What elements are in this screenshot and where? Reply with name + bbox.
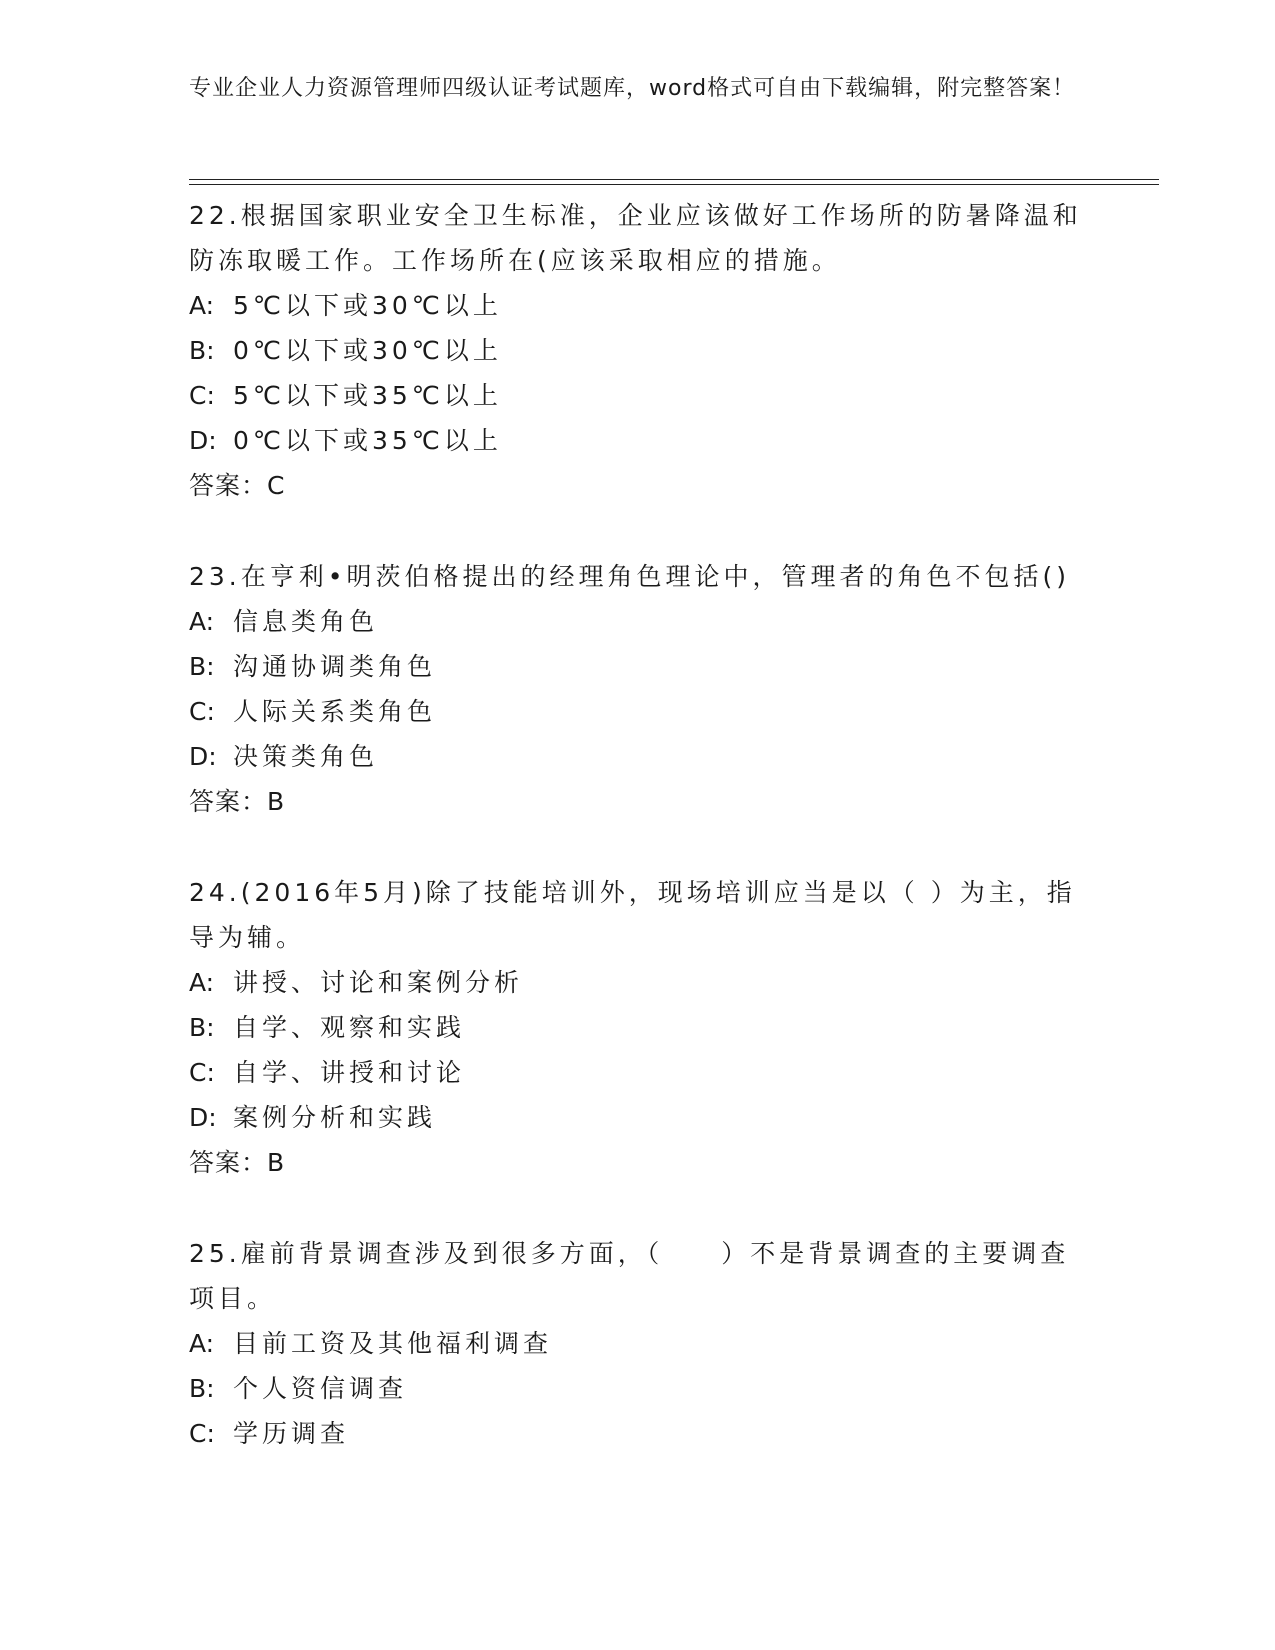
- question-stem: 22.根据国家职业安全卫生标准，企业应该做好工作场所的防暑降温和防冻取暖工作。工作场所在(应该采取相应的措施。: [189, 201, 1082, 275]
- option-text: 案例分析和实践: [233, 1103, 437, 1132]
- answer-line: 答案：B: [189, 787, 286, 816]
- option-a: [189, 599, 1089, 644]
- option-b: [189, 1366, 1089, 1411]
- option-text: 沟通协调类角色: [233, 652, 437, 681]
- option-d: [189, 1095, 1089, 1140]
- option-d: [189, 734, 1089, 779]
- option-key: C:: [189, 381, 215, 410]
- option-text: 自学、观察和实践: [233, 1013, 466, 1042]
- question-23: [189, 554, 1089, 824]
- option-c: [189, 689, 1089, 734]
- option-text: 5℃以下或35℃以上: [233, 381, 502, 410]
- option-text: 5℃以下或30℃以上: [233, 291, 502, 320]
- option-b: [189, 644, 1089, 689]
- option-text: 自学、讲授和讨论: [233, 1058, 466, 1087]
- option-key: A:: [189, 291, 215, 320]
- option-key: A:: [189, 1329, 215, 1358]
- option-b: [189, 328, 1089, 373]
- option-text: 目前工资及其他福利调查: [233, 1329, 553, 1358]
- option-a: [189, 960, 1089, 1005]
- option-text: 个人资信调查: [233, 1374, 408, 1403]
- option-key: D:: [189, 1103, 217, 1132]
- option-c: [189, 1411, 1089, 1456]
- question-22: [189, 193, 1089, 508]
- option-text: 0℃以下或30℃以上: [233, 336, 502, 365]
- option-key: C:: [189, 1419, 215, 1448]
- option-key: B:: [189, 1013, 215, 1042]
- option-d: [189, 418, 1089, 463]
- option-key: A:: [189, 607, 215, 636]
- option-text: 学历调查: [233, 1419, 350, 1448]
- option-c: [189, 373, 1089, 418]
- question-stem: 24.(2016年5月)除了技能培训外，现场培训应当是以（ ）为主，指导为辅。: [189, 878, 1076, 952]
- option-text: 0℃以下或35℃以上: [233, 426, 502, 455]
- option-key: B:: [189, 336, 215, 365]
- option-key: A:: [189, 968, 215, 997]
- option-a: [189, 1321, 1089, 1366]
- question-list: [189, 193, 1089, 1502]
- option-c: [189, 1050, 1089, 1095]
- option-a: [189, 283, 1089, 328]
- option-key: D:: [189, 742, 217, 771]
- option-key: D:: [189, 426, 217, 455]
- header-divider-top: [189, 179, 1159, 180]
- question-24: [189, 870, 1089, 1185]
- option-text: 决策类角色: [233, 742, 379, 771]
- option-key: B:: [189, 652, 215, 681]
- option-text: 人际关系类角色: [233, 697, 437, 726]
- option-key: C:: [189, 697, 215, 726]
- option-text: 信息类角色: [233, 607, 379, 636]
- option-key: B:: [189, 1374, 215, 1403]
- option-text: 讲授、讨论和案例分析: [233, 968, 524, 997]
- question-25: [189, 1231, 1089, 1456]
- header-divider-bottom: [189, 184, 1159, 185]
- option-key: C:: [189, 1058, 215, 1087]
- question-stem: 25.雇前背景调查涉及到很多方面，（ ）不是背景调查的主要调查项目。: [189, 1239, 1070, 1313]
- answer-line: 答案：C: [189, 471, 286, 500]
- question-stem: 23.在亨利•明茨伯格提出的经理角色理论中，管理者的角色不包括(): [189, 562, 1071, 591]
- option-b: [189, 1005, 1089, 1050]
- header-note: 专业企业人力资源管理师四级认证考试题库，word格式可自由下载编辑，附完整答案！: [189, 76, 1076, 101]
- answer-line: 答案：B: [189, 1148, 286, 1177]
